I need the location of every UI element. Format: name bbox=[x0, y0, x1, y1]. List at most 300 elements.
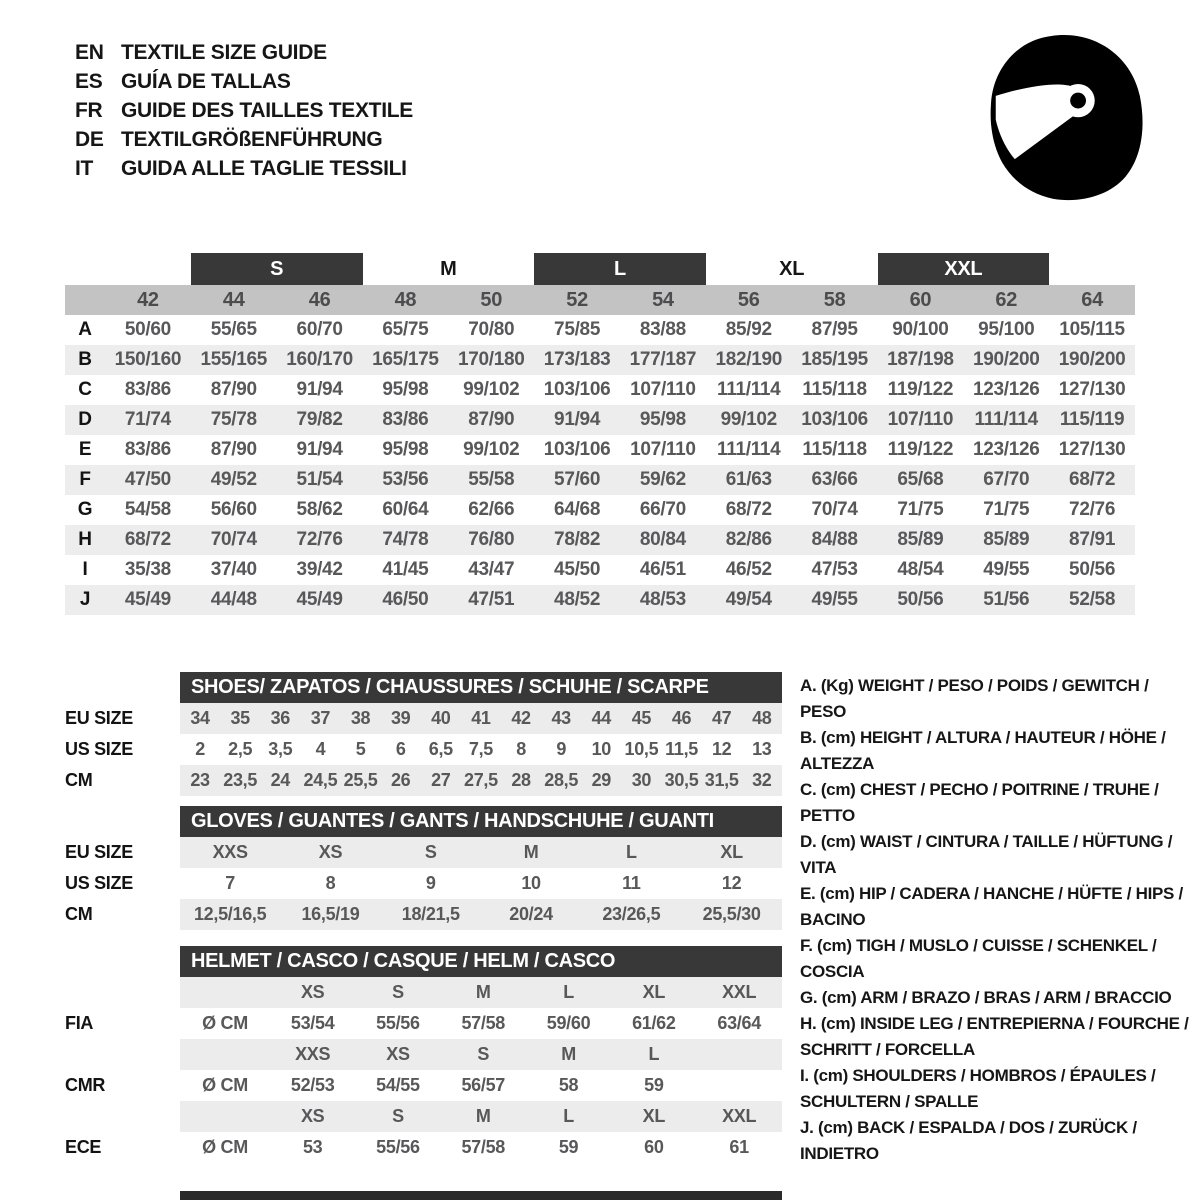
measurement-value: 55/65 bbox=[210, 319, 257, 340]
measurement-value: 87/90 bbox=[210, 439, 257, 460]
row-letter: A bbox=[78, 319, 92, 340]
helmet-size-value: 52/53 bbox=[290, 1075, 335, 1095]
glove-size-value: 11 bbox=[622, 873, 641, 893]
legend-item bbox=[800, 725, 1194, 777]
measurement-value: 46/50 bbox=[382, 589, 429, 610]
language-title-list bbox=[75, 38, 413, 183]
language-title: TEXTILE SIZE GUIDE bbox=[121, 40, 327, 64]
language-row bbox=[75, 38, 413, 67]
measurement-value: 95/98 bbox=[382, 379, 429, 400]
measurement-value: 115/118 bbox=[802, 379, 867, 400]
measurement-value: 45/49 bbox=[296, 589, 343, 610]
measurement-value: 190/200 bbox=[972, 349, 1040, 370]
glove-size-value: 20/24 bbox=[481, 899, 581, 930]
measurement-value: 182/190 bbox=[715, 349, 783, 370]
measurement-row bbox=[65, 375, 1135, 405]
helmet-size-value: 54/55 bbox=[376, 1075, 420, 1095]
helmet-size-value: 63/64 bbox=[717, 1013, 761, 1033]
shoe-size-value: 7,5 bbox=[468, 739, 493, 759]
helmet-size-value: 57/58 bbox=[461, 1013, 506, 1033]
helmet-size-value: M bbox=[441, 977, 526, 1008]
glove-size-value: 12 bbox=[721, 873, 742, 893]
size-number: 64 bbox=[1081, 288, 1103, 311]
measurement-value: 48/52 bbox=[554, 589, 601, 610]
glove-size-value: 12,5/16,5 bbox=[180, 899, 280, 930]
shoe-size-value: 28 bbox=[501, 765, 541, 796]
measurement-value: 55/58 bbox=[468, 469, 515, 490]
measurement-value: 87/90 bbox=[468, 409, 515, 430]
shoe-size-value: 38 bbox=[341, 703, 381, 734]
measurement-value: 87/91 bbox=[1069, 529, 1116, 550]
measurement-value: 44/48 bbox=[210, 589, 257, 610]
glove-size-value: XS bbox=[280, 837, 380, 868]
helmet-size-value bbox=[180, 1101, 270, 1132]
helmet-size-value: 61 bbox=[729, 1137, 749, 1157]
measurement-row bbox=[65, 435, 1135, 465]
measurement-value: 60/70 bbox=[296, 319, 343, 340]
measurement-value: 53/56 bbox=[382, 469, 429, 490]
measurement-value: 61/63 bbox=[725, 469, 772, 490]
helmet-size-value bbox=[180, 1039, 270, 1070]
shoe-size-value: 36 bbox=[260, 703, 300, 734]
measurement-value: 83/86 bbox=[124, 379, 171, 400]
row-letter: F bbox=[79, 469, 91, 490]
measurement-value: 70/74 bbox=[811, 499, 858, 520]
measurement-value: 127/130 bbox=[1058, 379, 1126, 400]
legend-item bbox=[800, 1011, 1194, 1063]
helmet-size-value: 59 bbox=[644, 1075, 664, 1095]
shoe-size-value: 29 bbox=[581, 765, 621, 796]
measurement-value: 52/58 bbox=[1069, 589, 1116, 610]
shoe-size-value: 2,5 bbox=[228, 739, 253, 759]
measurement-value: 76/80 bbox=[468, 529, 515, 550]
shoe-size-value: 26 bbox=[381, 765, 421, 796]
numeric-size-header bbox=[65, 285, 1135, 315]
glove-size-value: M bbox=[481, 837, 581, 868]
row-letter: B bbox=[78, 349, 92, 370]
legend-item bbox=[800, 829, 1194, 881]
measurement-value: 99/102 bbox=[463, 379, 520, 400]
shoe-size-value: 45 bbox=[621, 703, 661, 734]
shoe-size-value: 43 bbox=[541, 703, 581, 734]
measurement-value: 49/54 bbox=[725, 589, 772, 610]
shoe-size-value: 23 bbox=[180, 765, 220, 796]
measurement-value: 65/75 bbox=[382, 319, 429, 340]
measurement-value: 107/110 bbox=[630, 379, 696, 400]
row-label bbox=[65, 1039, 180, 1070]
measurement-value: 115/119 bbox=[1059, 409, 1125, 430]
shoe-size-value: 8 bbox=[516, 739, 526, 759]
measurement-value: 50/60 bbox=[124, 319, 171, 340]
size-number: 58 bbox=[823, 288, 846, 311]
shoe-size-value: 30 bbox=[621, 765, 661, 796]
helmet-size-value: XXL bbox=[696, 977, 781, 1008]
glove-size-value: S bbox=[381, 837, 481, 868]
legend-text: E. (cm) HIP / CADERA / HANCHE / HÜFTE / HIPS / BACINO bbox=[800, 884, 1183, 929]
measurement-row bbox=[65, 465, 1135, 495]
measurement-value: 187/198 bbox=[887, 349, 954, 370]
row-letter: C bbox=[78, 379, 92, 400]
legend-item bbox=[800, 933, 1194, 985]
row-letter: H bbox=[78, 529, 92, 550]
measurement-rows bbox=[65, 315, 1135, 615]
size-band-xxl: XXL bbox=[878, 253, 1050, 285]
shoe-size-value: 25,5 bbox=[341, 765, 381, 796]
glove-size-value: XL bbox=[681, 837, 781, 868]
measurement-value: 155/165 bbox=[200, 349, 268, 370]
row-label: ECE bbox=[65, 1137, 102, 1157]
measurement-value: 51/54 bbox=[296, 469, 343, 490]
glove-size-value: 8 bbox=[325, 873, 336, 893]
row-letter: D bbox=[78, 409, 92, 430]
row-letter: G bbox=[77, 499, 93, 520]
shoe-size-value: 44 bbox=[581, 703, 621, 734]
shoe-size-value: 27 bbox=[421, 765, 461, 796]
shoe-size-value: 6 bbox=[395, 739, 406, 759]
helmet-size-value bbox=[696, 1070, 781, 1101]
helmet-size-value: XS bbox=[270, 1101, 355, 1132]
measurement-value: 64/68 bbox=[554, 499, 601, 520]
legend-text: D. (cm) WAIST / CINTURA / TAILLE / HÜFTUNG / VITA bbox=[800, 832, 1173, 877]
row-label: CM bbox=[65, 770, 93, 790]
legend-text: F. (cm) TIGH / MUSLO / CUISSE / SCHENKEL / COSCIA bbox=[800, 936, 1157, 981]
measurement-value: 111/114 bbox=[717, 439, 781, 460]
legend-text: B. (cm) HEIGHT / ALTURA / HAUTEUR / HÖHE / ALTEZZA bbox=[800, 728, 1166, 773]
measurement-value: 68/72 bbox=[725, 499, 772, 520]
legend-text: H. (cm) INSIDE LEG / ENTREPIERNA / FOURCHE / SCHRITT / FORCELLA bbox=[800, 1014, 1189, 1059]
measurement-value: 68/72 bbox=[124, 529, 171, 550]
measurement-value: 79/82 bbox=[296, 409, 343, 430]
helmet-row bbox=[65, 1070, 785, 1101]
measurement-value: 60/64 bbox=[382, 499, 429, 520]
measurement-value: 107/110 bbox=[887, 409, 954, 430]
measurement-row bbox=[65, 405, 1135, 435]
row-label: CMR bbox=[65, 1075, 106, 1095]
measurement-value: 49/55 bbox=[811, 589, 858, 610]
shoe-size-value: 10,5 bbox=[624, 739, 659, 759]
measurement-value: 160/170 bbox=[286, 349, 353, 370]
helmet-size-value: 53/54 bbox=[290, 1013, 335, 1033]
measurement-value: 47/51 bbox=[468, 589, 515, 610]
measurement-value: 59/62 bbox=[639, 469, 686, 490]
shoe-size-value: 4 bbox=[315, 739, 326, 759]
shoe-size-value: 47 bbox=[702, 703, 742, 734]
shoes-table bbox=[65, 703, 785, 796]
bottom-section-bar bbox=[180, 1191, 782, 1200]
measurement-value: 48/54 bbox=[897, 559, 944, 580]
helmet-size-value: 59/60 bbox=[546, 1013, 591, 1033]
size-band-row bbox=[65, 253, 1135, 285]
legend-item bbox=[800, 1063, 1194, 1115]
glove-size-value: L bbox=[581, 837, 681, 868]
measurement-value: 91/94 bbox=[296, 379, 343, 400]
shoe-size-value: 27,5 bbox=[461, 765, 501, 796]
measurement-value: 65/68 bbox=[897, 469, 944, 490]
measurement-value: 56/60 bbox=[210, 499, 257, 520]
measurement-value: 49/52 bbox=[210, 469, 257, 490]
helmet-size-value: S bbox=[355, 977, 440, 1008]
legend-item bbox=[800, 985, 1194, 1011]
measurement-value: 103/106 bbox=[543, 379, 611, 400]
measurement-value: 83/86 bbox=[124, 439, 171, 460]
legend-text: G. (cm) ARM / BRAZO / BRAS / ARM / BRACCIO bbox=[800, 988, 1172, 1007]
measurement-value: 90/100 bbox=[892, 319, 949, 340]
measurement-value: 105/115 bbox=[1059, 319, 1125, 340]
helmet-size-value: M bbox=[441, 1101, 526, 1132]
measurement-value: 95/98 bbox=[639, 409, 686, 430]
measurement-value: 119/122 bbox=[887, 379, 954, 400]
glove-size-value: XXS bbox=[180, 837, 280, 868]
size-number: 54 bbox=[652, 288, 674, 311]
shoe-size-value: 31,5 bbox=[702, 765, 742, 796]
measurement-value: 39/42 bbox=[296, 559, 343, 580]
measurement-value: 71/75 bbox=[897, 499, 944, 520]
measurement-value: 190/200 bbox=[1058, 349, 1126, 370]
glove-size-value: 10 bbox=[521, 873, 541, 893]
shoe-size-value: 46 bbox=[662, 703, 702, 734]
measurement-value: 45/49 bbox=[124, 589, 171, 610]
glove-size-value: 16,5/19 bbox=[280, 899, 380, 930]
helmet-size-value: XXL bbox=[696, 1101, 781, 1132]
glove-size-value: 25,5/30 bbox=[681, 899, 781, 930]
helmet-size-value: M bbox=[526, 1039, 611, 1070]
size-number: 56 bbox=[737, 288, 760, 311]
measurement-value: 165/175 bbox=[372, 349, 439, 370]
measurement-value: 123/126 bbox=[972, 439, 1040, 460]
shoe-size-value: 24 bbox=[260, 765, 300, 796]
shoe-size-value: 3,5 bbox=[268, 739, 293, 759]
helmet-size-value: XS bbox=[355, 1039, 440, 1070]
measurement-value: 107/110 bbox=[630, 439, 696, 460]
language-code: DE bbox=[75, 127, 104, 151]
measurement-value: 49/55 bbox=[983, 559, 1030, 580]
measurement-value: 84/88 bbox=[811, 529, 858, 550]
measurement-value: 70/74 bbox=[210, 529, 257, 550]
shoe-size-value: 11,5 bbox=[665, 739, 698, 759]
measurement-value: 62/66 bbox=[468, 499, 515, 520]
measurement-value: 85/89 bbox=[897, 529, 944, 550]
measurement-value: 95/98 bbox=[382, 439, 429, 460]
helmet-size-value bbox=[180, 977, 270, 1008]
measurement-value: 85/89 bbox=[983, 529, 1030, 550]
helmet-row bbox=[65, 1101, 785, 1132]
gloves-section bbox=[65, 806, 785, 930]
measurement-value: 51/56 bbox=[983, 589, 1030, 610]
shoes-row bbox=[65, 703, 785, 734]
measurement-value: 150/160 bbox=[114, 349, 182, 370]
legend-item bbox=[800, 777, 1194, 829]
shoe-size-value: 30,5 bbox=[662, 765, 702, 796]
size-band-s: S bbox=[191, 253, 363, 285]
legend-item bbox=[800, 673, 1194, 725]
language-title: GUÍA DE TALLAS bbox=[121, 69, 291, 93]
measurement-value: 115/118 bbox=[802, 439, 867, 460]
language-code: EN bbox=[75, 40, 104, 64]
measurement-value: 87/90 bbox=[210, 379, 257, 400]
row-label: CM bbox=[65, 904, 93, 924]
measurement-value: 177/187 bbox=[629, 349, 697, 370]
helmet-size-value: 55/56 bbox=[376, 1137, 420, 1157]
helmet-size-value: 57/58 bbox=[461, 1137, 506, 1157]
shoe-size-value: 39 bbox=[381, 703, 421, 734]
glove-size-value: 9 bbox=[425, 873, 436, 893]
measurement-row bbox=[65, 555, 1135, 585]
language-row bbox=[75, 125, 413, 154]
measurement-value: 70/80 bbox=[468, 319, 515, 340]
helmet-size-value: Ø CM bbox=[202, 1137, 248, 1157]
helmet-size-value: XXS bbox=[270, 1039, 355, 1070]
shoe-size-value: 32 bbox=[742, 765, 782, 796]
language-title: GUIDE DES TAILLES TEXTILE bbox=[121, 98, 413, 122]
helmet-size-value: 53 bbox=[302, 1137, 323, 1157]
shoe-size-value: 5 bbox=[355, 739, 366, 759]
measurement-value: 48/53 bbox=[639, 589, 686, 610]
size-band-xl: XL bbox=[779, 257, 805, 280]
measurement-value: 66/70 bbox=[639, 499, 686, 520]
size-number: 60 bbox=[909, 288, 932, 311]
shoe-size-value: 42 bbox=[501, 703, 541, 734]
shoe-size-value: 23,5 bbox=[220, 765, 260, 796]
measurement-value: 185/195 bbox=[801, 349, 868, 370]
legend-text: C. (cm) CHEST / PECHO / POITRINE / TRUHE / PETTO bbox=[800, 780, 1159, 825]
measurement-value: 91/94 bbox=[296, 439, 343, 460]
gloves-row bbox=[65, 868, 785, 899]
helmet-row bbox=[65, 1039, 785, 1070]
measurement-value: 72/76 bbox=[1069, 499, 1116, 520]
row-label: FIA bbox=[65, 1013, 94, 1033]
size-number: 42 bbox=[137, 288, 159, 311]
measurement-legend bbox=[800, 673, 1194, 1167]
row-label: US SIZE bbox=[65, 739, 133, 759]
shoe-size-value: 37 bbox=[300, 703, 340, 734]
row-letter: E bbox=[78, 439, 92, 460]
size-number: 44 bbox=[222, 288, 245, 311]
header-spacer bbox=[65, 285, 105, 315]
measurement-value: 83/86 bbox=[382, 409, 429, 430]
measurement-value: 78/82 bbox=[554, 529, 601, 550]
gloves-table bbox=[65, 837, 785, 930]
measurement-value: 80/84 bbox=[639, 529, 686, 550]
size-number: 48 bbox=[394, 288, 417, 311]
shoe-size-value: 12 bbox=[711, 739, 732, 759]
measurement-value: 67/70 bbox=[983, 469, 1030, 490]
glove-size-value: 7 bbox=[225, 873, 235, 893]
language-code: ES bbox=[75, 69, 103, 93]
shoe-size-value: 24,5 bbox=[300, 765, 340, 796]
measurement-value: 103/106 bbox=[801, 409, 868, 430]
size-number: 62 bbox=[995, 288, 1018, 311]
shoe-size-value: 6,5 bbox=[428, 739, 453, 759]
helmet-size-value: Ø CM bbox=[202, 1013, 248, 1033]
shoe-size-value: 10 bbox=[591, 739, 612, 759]
measurement-value: 83/88 bbox=[639, 319, 686, 340]
legend-item bbox=[800, 881, 1194, 933]
size-band-m: M bbox=[440, 257, 457, 280]
helmet-size-value: 58 bbox=[558, 1075, 579, 1095]
helmet-section-title: HELMET / CASCO / CASQUE / HELM / CASCO bbox=[180, 946, 782, 977]
helmet-size-value: S bbox=[355, 1101, 440, 1132]
shoe-size-value: 9 bbox=[556, 739, 567, 759]
measurement-row bbox=[65, 585, 1135, 615]
language-title: GUIDA ALLE TAGLIE TESSILI bbox=[121, 156, 407, 180]
shoes-section-title: SHOES/ ZAPATOS / CHAUSSURES / SCHUHE / SCARPE bbox=[180, 672, 782, 703]
helmet-table bbox=[65, 977, 785, 1163]
measurement-value: 71/74 bbox=[124, 409, 171, 430]
measurement-row bbox=[65, 315, 1135, 345]
size-number: 50 bbox=[480, 288, 503, 311]
measurement-value: 85/92 bbox=[725, 319, 772, 340]
helmet-row bbox=[65, 1132, 785, 1163]
row-label: EU SIZE bbox=[65, 708, 133, 728]
helmet-size-value: L bbox=[526, 1101, 611, 1132]
measurement-value: 123/126 bbox=[972, 379, 1040, 400]
legend-text: J. (cm) BACK / ESPALDA / DOS / ZURÜCK / INDIETRO bbox=[800, 1118, 1137, 1163]
row-letter: I bbox=[82, 559, 88, 580]
language-row bbox=[75, 67, 413, 96]
helmet-size-value: 56/57 bbox=[461, 1075, 506, 1095]
shoe-size-value: 35 bbox=[220, 703, 260, 734]
language-row bbox=[75, 96, 413, 125]
size-number: 52 bbox=[566, 288, 588, 311]
measurement-value: 46/52 bbox=[725, 559, 772, 580]
measurement-value: 72/76 bbox=[296, 529, 343, 550]
shoe-size-value: 28,5 bbox=[541, 765, 581, 796]
helmet-section bbox=[65, 946, 785, 1163]
measurement-value: 173/183 bbox=[543, 349, 611, 370]
legend-text: A. (Kg) WEIGHT / PESO / POIDS / GEWITCH / PESO bbox=[800, 676, 1149, 721]
legend-text: I. (cm) SHOULDERS / HOMBROS / ÉPAULES / SCHULTERN / SPALLE bbox=[800, 1066, 1156, 1111]
measurement-value: 119/122 bbox=[887, 439, 954, 460]
measurement-value: 99/102 bbox=[720, 409, 777, 430]
row-label bbox=[65, 1101, 180, 1132]
shoes-row bbox=[65, 734, 785, 765]
shoes-row bbox=[65, 765, 785, 796]
measurement-value: 68/72 bbox=[1069, 469, 1116, 490]
measurement-value: 71/75 bbox=[983, 499, 1030, 520]
measurement-value: 58/62 bbox=[296, 499, 343, 520]
measurement-value: 37/40 bbox=[210, 559, 257, 580]
measurement-value: 50/56 bbox=[897, 589, 944, 610]
measurement-value: 111/114 bbox=[974, 409, 1038, 430]
row-letter: J bbox=[79, 589, 91, 610]
shoe-size-value: 41 bbox=[461, 703, 501, 734]
measurement-value: 75/85 bbox=[554, 319, 601, 340]
gloves-section-title: GLOVES / GUANTES / GANTS / HANDSCHUHE / GUANTI bbox=[180, 806, 782, 837]
gloves-row bbox=[65, 899, 785, 930]
helmet-row bbox=[65, 1008, 785, 1039]
helmet-size-value: L bbox=[526, 977, 611, 1008]
row-label bbox=[65, 977, 180, 1008]
textile-size-table bbox=[65, 253, 1135, 615]
helmet-size-value: XL bbox=[611, 977, 696, 1008]
size-number: 46 bbox=[308, 288, 331, 311]
language-title: TEXTILGRÖßENFÜHRUNG bbox=[121, 127, 383, 151]
measurement-value: 43/47 bbox=[468, 559, 515, 580]
measurement-value: 91/94 bbox=[554, 409, 601, 430]
glove-size-value: 18/21,5 bbox=[381, 899, 481, 930]
measurement-row bbox=[65, 345, 1135, 375]
racing-helmet-icon bbox=[972, 22, 1162, 214]
measurement-value: 45/50 bbox=[554, 559, 601, 580]
row-label: US SIZE bbox=[65, 873, 133, 893]
measurement-value: 75/78 bbox=[210, 409, 257, 430]
helmet-size-value: 55/56 bbox=[376, 1013, 420, 1033]
language-code: FR bbox=[75, 98, 103, 122]
measurement-value: 95/100 bbox=[978, 319, 1035, 340]
helmet-size-value: 61/62 bbox=[632, 1013, 676, 1033]
helmet-size-value: 60 bbox=[644, 1137, 664, 1157]
measurement-value: 57/60 bbox=[554, 469, 601, 490]
